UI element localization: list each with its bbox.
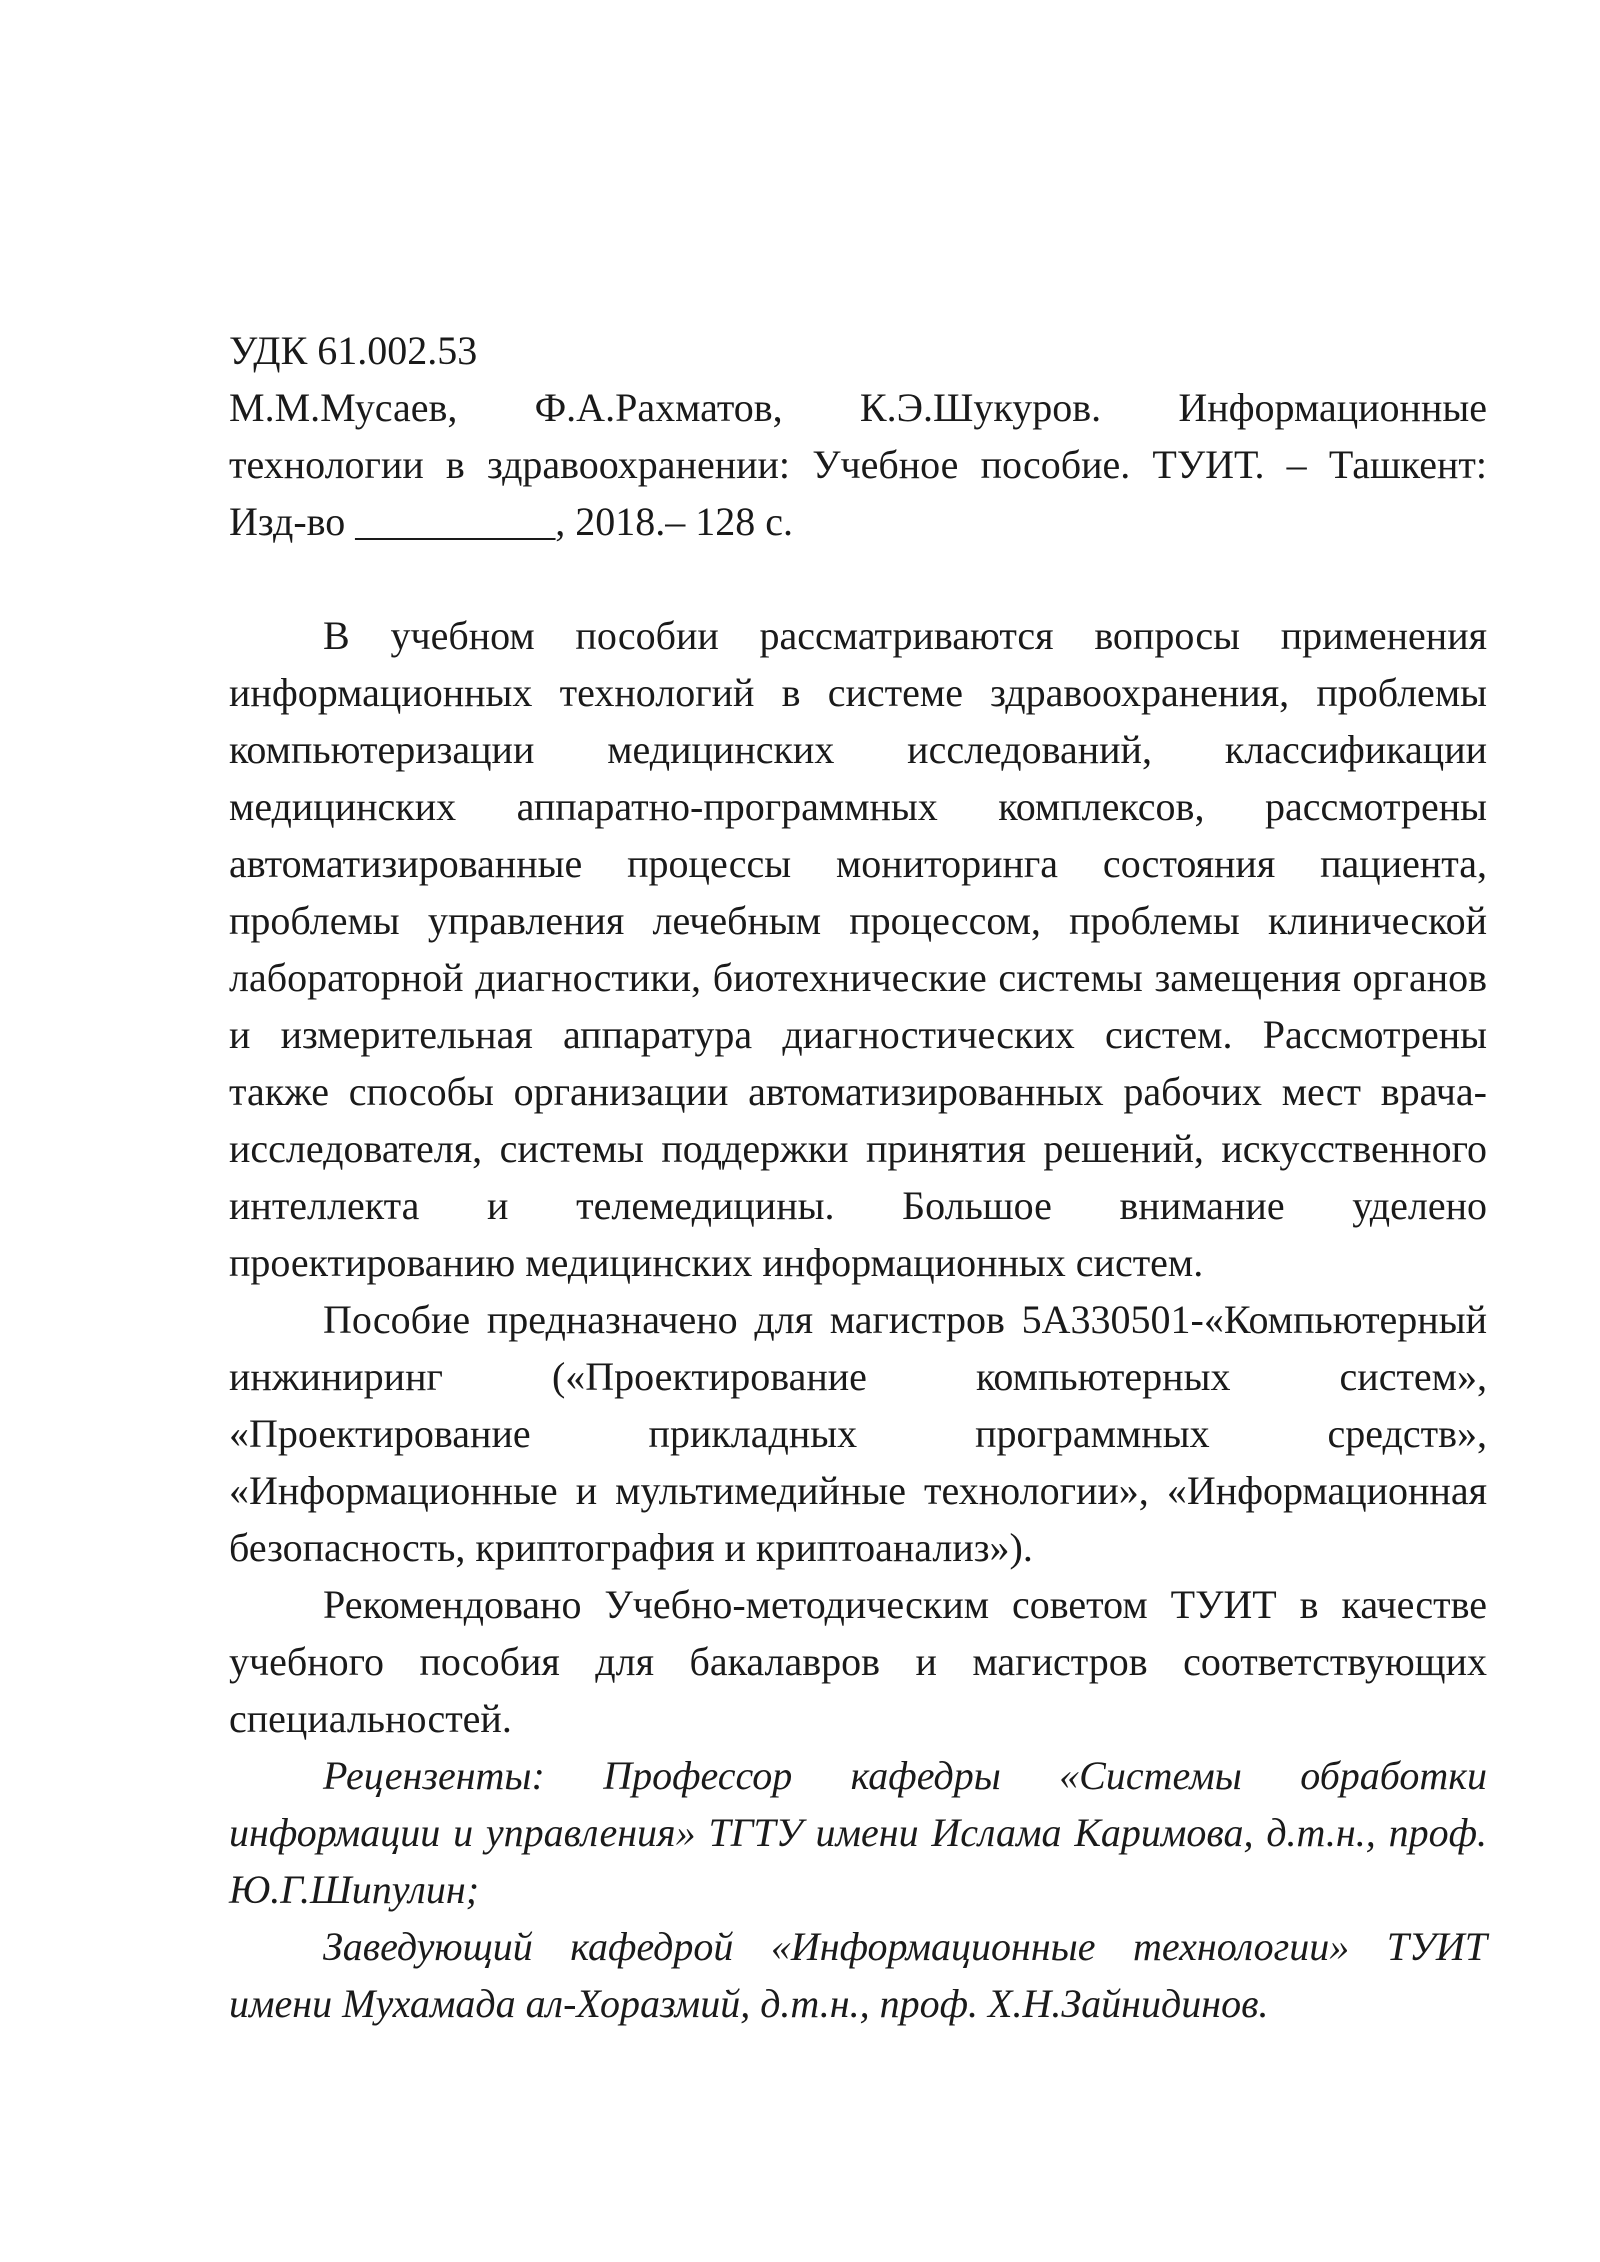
recommendation-paragraph: Рекомендовано Учебно-методическим советом ТУИТ в качестве учебного пособия для бакалавров и магистров соответствующих специальностей. bbox=[229, 1582, 1487, 1741]
reviewer-1: Рецензенты: Профессор кафедры «Системы обработки информации и управления» ТГТУ имени Ислама Каримова, д.т.н., проф. Ю.Г.Шипулин; bbox=[229, 1753, 1487, 1912]
bibliographic-entry: М.М.Мусаев, Ф.А.Рахматов, К.Э.Шукуров. Информационные технологии в здравоохранении: Учебное пособие. ТУИТ. – Ташкент: Изд-во __________, 2018.– 128 с. bbox=[229, 385, 1487, 544]
abstract-paragraph: В учебном пособии рассматриваются вопросы применения информационных технологий в системе здравоохранения, проблемы компьютеризации медицинских исследований, классификации медицинских аппаратно-программных комплексов, рассмотрены автоматизированные процессы мониторинга состояния пациента, проблемы управления лечебным процессом, проблемы клинической лабораторной диагностики, биотехнические системы замещения органов и измерительная аппаратура диагностических систем. Рассмотрены также способы организации автоматизированных рабочих мест врача-исследователя, системы поддержки принятия решений, искусственного интеллекта и телемедицины. Большое внимание уделено проектированию медицинских информационных систем. bbox=[229, 613, 1487, 1285]
document-page bbox=[229, 322, 1487, 2032]
reviewer-2: Заведующий кафедрой «Информационные технологии» ТУИТ имени Мухамада ал-Хоразмий, д.т.н., проф. Х.Н.Зайнидинов. bbox=[229, 1924, 1487, 2026]
udk-code: УДК 61.002.53 bbox=[229, 328, 478, 373]
audience-paragraph: Пособие предназначено для магистров 5А330501-«Компьютерный инжиниринг («Проектирование компьютерных систем», «Проектирование прикладных программных средств», «Информационные и мультимедийные технологии», «Информационная безопасность, криптография и криптоанализ»). bbox=[229, 1297, 1487, 1570]
spacer bbox=[229, 550, 1487, 607]
